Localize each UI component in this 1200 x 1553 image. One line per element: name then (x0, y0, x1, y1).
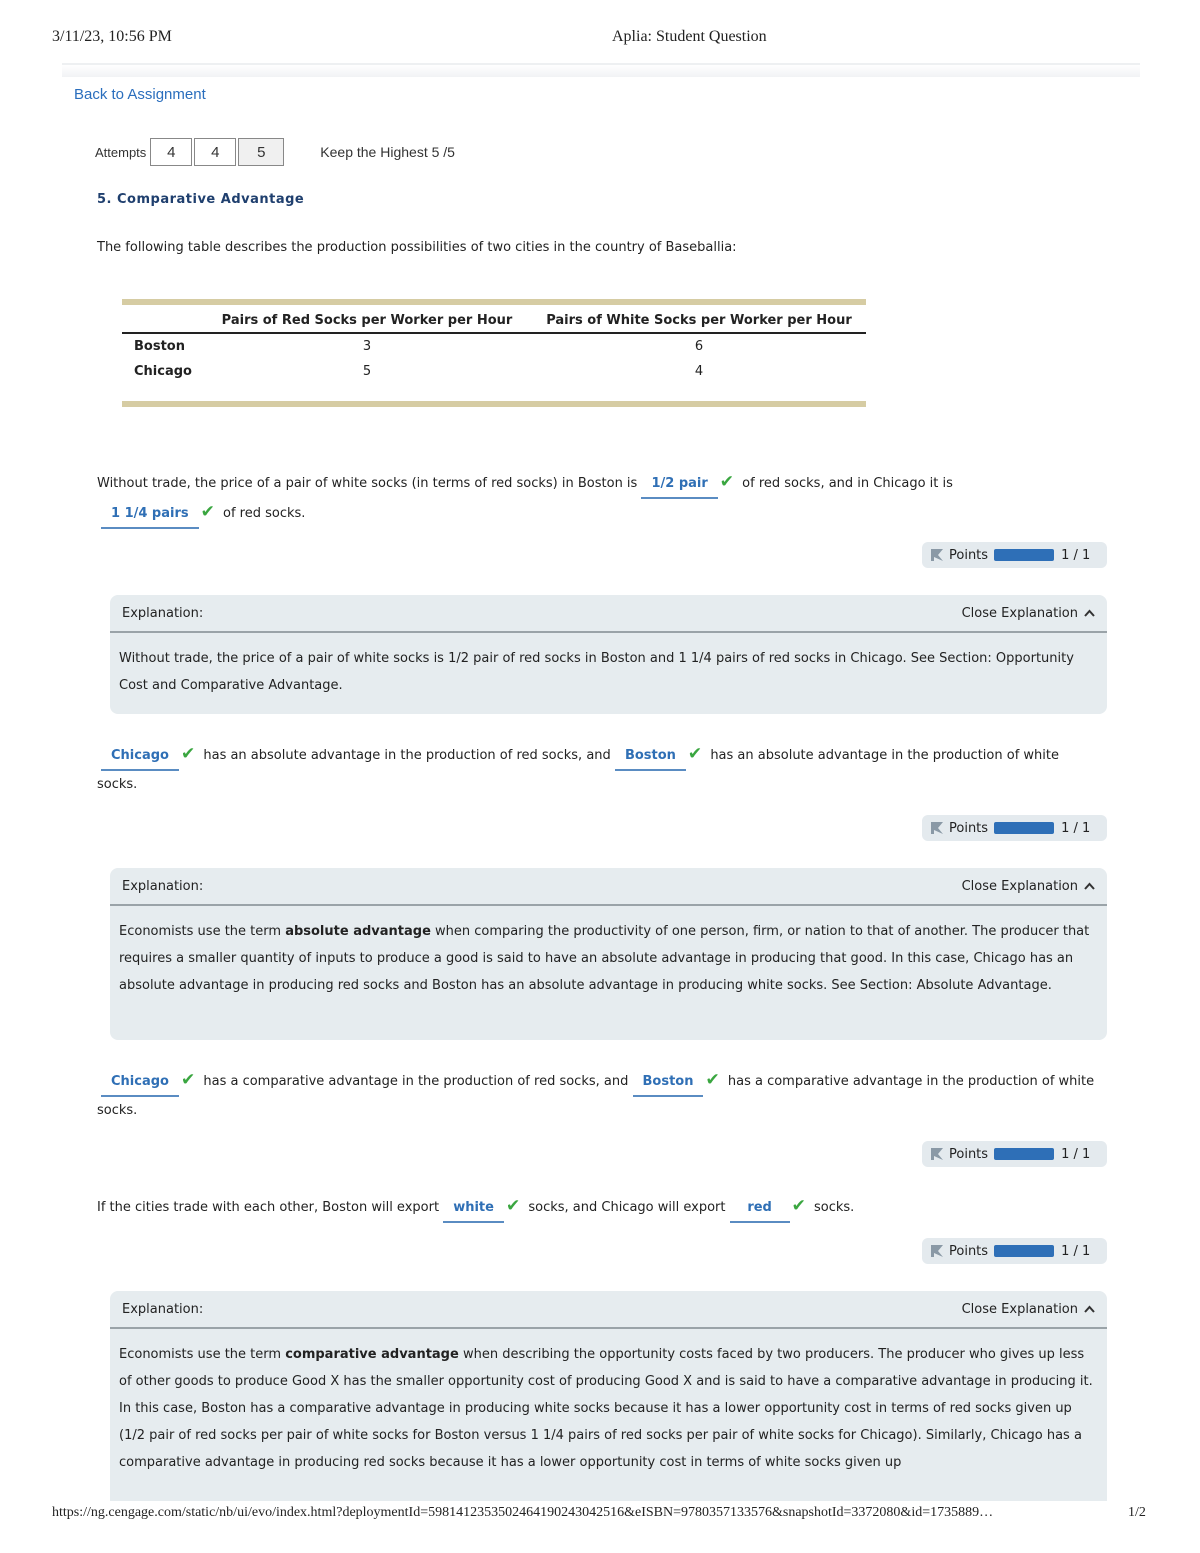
table-row (122, 359, 866, 384)
close-explanation-button[interactable] (962, 879, 1095, 894)
close-explanation-button[interactable] (962, 1302, 1095, 1317)
points-score: 1 / 1 (1061, 1146, 1091, 1162)
part4-question (97, 1193, 1107, 1223)
explanation-panel (110, 1291, 1107, 1501)
part4-text-3: socks. (814, 1200, 855, 1215)
explanation-header (110, 1291, 1107, 1329)
print-footer (0, 1505, 1200, 1527)
table-header-white: Pairs of White Socks per Worker per Hour (532, 307, 866, 333)
part1-question (97, 469, 1107, 529)
check-icon: ✔ (180, 1070, 196, 1090)
part2-answer-1-dropdown[interactable]: Chicago (101, 742, 179, 771)
close-explanation-button[interactable] (962, 606, 1095, 621)
close-explanation-label: Close Explanation (961, 605, 1078, 621)
explanation-header (110, 868, 1107, 906)
points-label: Points (949, 1243, 989, 1259)
points-label: Points (949, 547, 989, 563)
points-bar (994, 549, 1054, 561)
part2-question (97, 741, 1107, 798)
table-bottom-rule (122, 401, 866, 407)
points-bar (994, 1245, 1054, 1257)
points-badge (922, 1141, 1107, 1167)
question-title: 5. Comparative Advantage (97, 192, 305, 207)
part1-text-3: of red socks. (223, 506, 306, 521)
points-badge (922, 542, 1107, 568)
white-value: 6 (694, 339, 704, 354)
attempt-3-button[interactable]: 5 (238, 138, 284, 166)
check-icon: ✔ (180, 744, 196, 764)
keep-highest-text: Keep the Highest 5 /5 (320, 144, 455, 160)
explanation-text: Economists use the term (119, 924, 282, 939)
explanation-header (110, 595, 1107, 633)
row-name: Boston (134, 339, 185, 354)
points-badge (922, 815, 1107, 841)
red-value: 3 (362, 339, 372, 354)
part3-text-2: has a comparative advantage in the production of white (727, 1074, 1095, 1089)
part3-answer-2-dropdown[interactable]: Boston (633, 1068, 704, 1097)
points-label: Points (949, 1146, 989, 1162)
points-score: 1 / 1 (1061, 820, 1091, 836)
check-icon: ✔ (505, 1196, 521, 1216)
print-date: 3/11/23, 10:56 PM (52, 28, 172, 45)
table-header-empty (122, 307, 202, 333)
part3-text-1: has a comparative advantage in the production of red socks, and (203, 1074, 629, 1089)
check-icon: ✔ (719, 472, 735, 492)
explanation-term: absolute advantage (285, 924, 431, 939)
print-url: https://ng.cengage.com/static/nb/ui/evo/index.html?deploymentId=5981412353502464190243042516&eISBN=9780357133576&snapshotId=3372080&id=1735889… (52, 1505, 994, 1520)
attempt-2-button[interactable]: 4 (194, 138, 236, 166)
explanation-panel (110, 868, 1107, 1040)
chevron-up-icon (1084, 1305, 1095, 1313)
table-top-rule (122, 299, 866, 305)
production-table (122, 307, 866, 384)
attempts-label: Attempts (95, 144, 147, 160)
flag-icon (930, 1244, 944, 1258)
explanation-text: when describing the opportunity costs faced by two producers. The producer who gives up less of other goods to produce Good X has the smaller opportunity cost of producing Good X and is said to have a comparative advantage in producing it. In this case, Boston has a comparative advantage in producing white socks because it has a lower opportunity cost in terms of red socks given up (1/2 pair of red socks per pair of white socks for Boston versus 1 1/4 pairs of red socks per pair of white socks for Chicago). Similarly, Chicago has a comparative advantage in producing red socks because it has a lower opportunity cost in terms of white socks given up (119, 1347, 1093, 1470)
flag-icon (930, 821, 944, 835)
top-bar (62, 63, 1140, 77)
attempts-bar (95, 138, 455, 166)
explanation-label: Explanation: (122, 605, 204, 621)
chevron-up-icon (1084, 882, 1095, 890)
close-explanation-label: Close Explanation (961, 878, 1078, 894)
check-icon: ✔ (200, 502, 215, 522)
points-bar (994, 822, 1054, 834)
explanation-label: Explanation: (122, 878, 204, 894)
close-explanation-label: Close Explanation (961, 1301, 1078, 1317)
print-page-number: 1/2 (1128, 1505, 1146, 1520)
check-icon: ✔ (791, 1196, 806, 1216)
explanation-body: Without trade, the price of a pair of white socks is 1/2 pair of red socks in Boston and 1 1/4 pairs of red socks in Chicago. See Section: Opportunity Cost and Comparative Advantage. (119, 651, 1074, 693)
part4-answer-1-dropdown[interactable]: white (443, 1194, 504, 1223)
part1-answer-1-dropdown[interactable]: 1/2 pair (641, 470, 717, 499)
part1-text-2: of red socks, and in Chicago it is (742, 476, 953, 491)
part2-answer-2-dropdown[interactable]: Boston (615, 742, 686, 771)
back-to-assignment-link[interactable]: Back to Assignment (74, 86, 206, 103)
points-bar (994, 1148, 1054, 1160)
flag-icon (930, 548, 944, 562)
check-icon: ✔ (687, 744, 703, 764)
row-name: Chicago (134, 364, 192, 379)
table-header-red: Pairs of Red Socks per Worker per Hour (202, 307, 532, 333)
explanation-body (110, 906, 1107, 1013)
explanation-term: comparative advantage (285, 1347, 459, 1362)
explanation-label: Explanation: (122, 1301, 204, 1317)
part1-text-1: Without trade, the price of a pair of white socks (in terms of red socks) in Boston is (97, 476, 638, 491)
part4-text-2: socks, and Chicago will export (528, 1200, 726, 1215)
print-title: Aplia: Student Question (612, 28, 767, 45)
part3-answer-1-dropdown[interactable]: Chicago (101, 1068, 179, 1097)
part3-question (97, 1067, 1112, 1124)
explanation-panel (110, 595, 1107, 714)
explanation-text: when comparing the productivity of one person, firm, or nation to that of another. The producer that requires a smaller quantity of inputs to produce a good is said to have an absolute advantage in producing that good. In this case, Chicago has an absolute advantage in producing red socks and Boston has an absolute advantage in producing white socks. See Section: Absolute Advantage. (119, 924, 1090, 993)
part4-answer-2-dropdown[interactable]: red (730, 1194, 790, 1223)
print-header (0, 28, 1200, 52)
red-value: 5 (362, 364, 372, 379)
part2-text-3: socks. (97, 777, 138, 792)
part2-text-2: has an absolute advantage in the production of white (710, 748, 1059, 763)
white-value: 4 (694, 364, 704, 379)
points-score: 1 / 1 (1061, 547, 1091, 563)
part1-answer-2-dropdown[interactable]: 1 1/4 pairs (101, 500, 199, 529)
points-badge (922, 1238, 1107, 1264)
explanation-text: Economists use the term (119, 1347, 282, 1362)
attempt-1-button[interactable]: 4 (150, 138, 192, 166)
explanation-body (110, 1329, 1107, 1490)
points-label: Points (949, 820, 989, 836)
table-row (122, 333, 866, 359)
question-intro: The following table describes the production possibilities of two cities in the country of Baseballia: (97, 240, 737, 255)
part2-text-1: has an absolute advantage in the production of red socks, and (203, 748, 611, 763)
part4-text-1: If the cities trade with each other, Boston will export (97, 1200, 440, 1215)
part3-text-3: socks. (97, 1103, 138, 1118)
points-score: 1 / 1 (1061, 1243, 1091, 1259)
chevron-up-icon (1084, 609, 1095, 617)
flag-icon (930, 1147, 944, 1161)
check-icon: ✔ (705, 1070, 720, 1090)
